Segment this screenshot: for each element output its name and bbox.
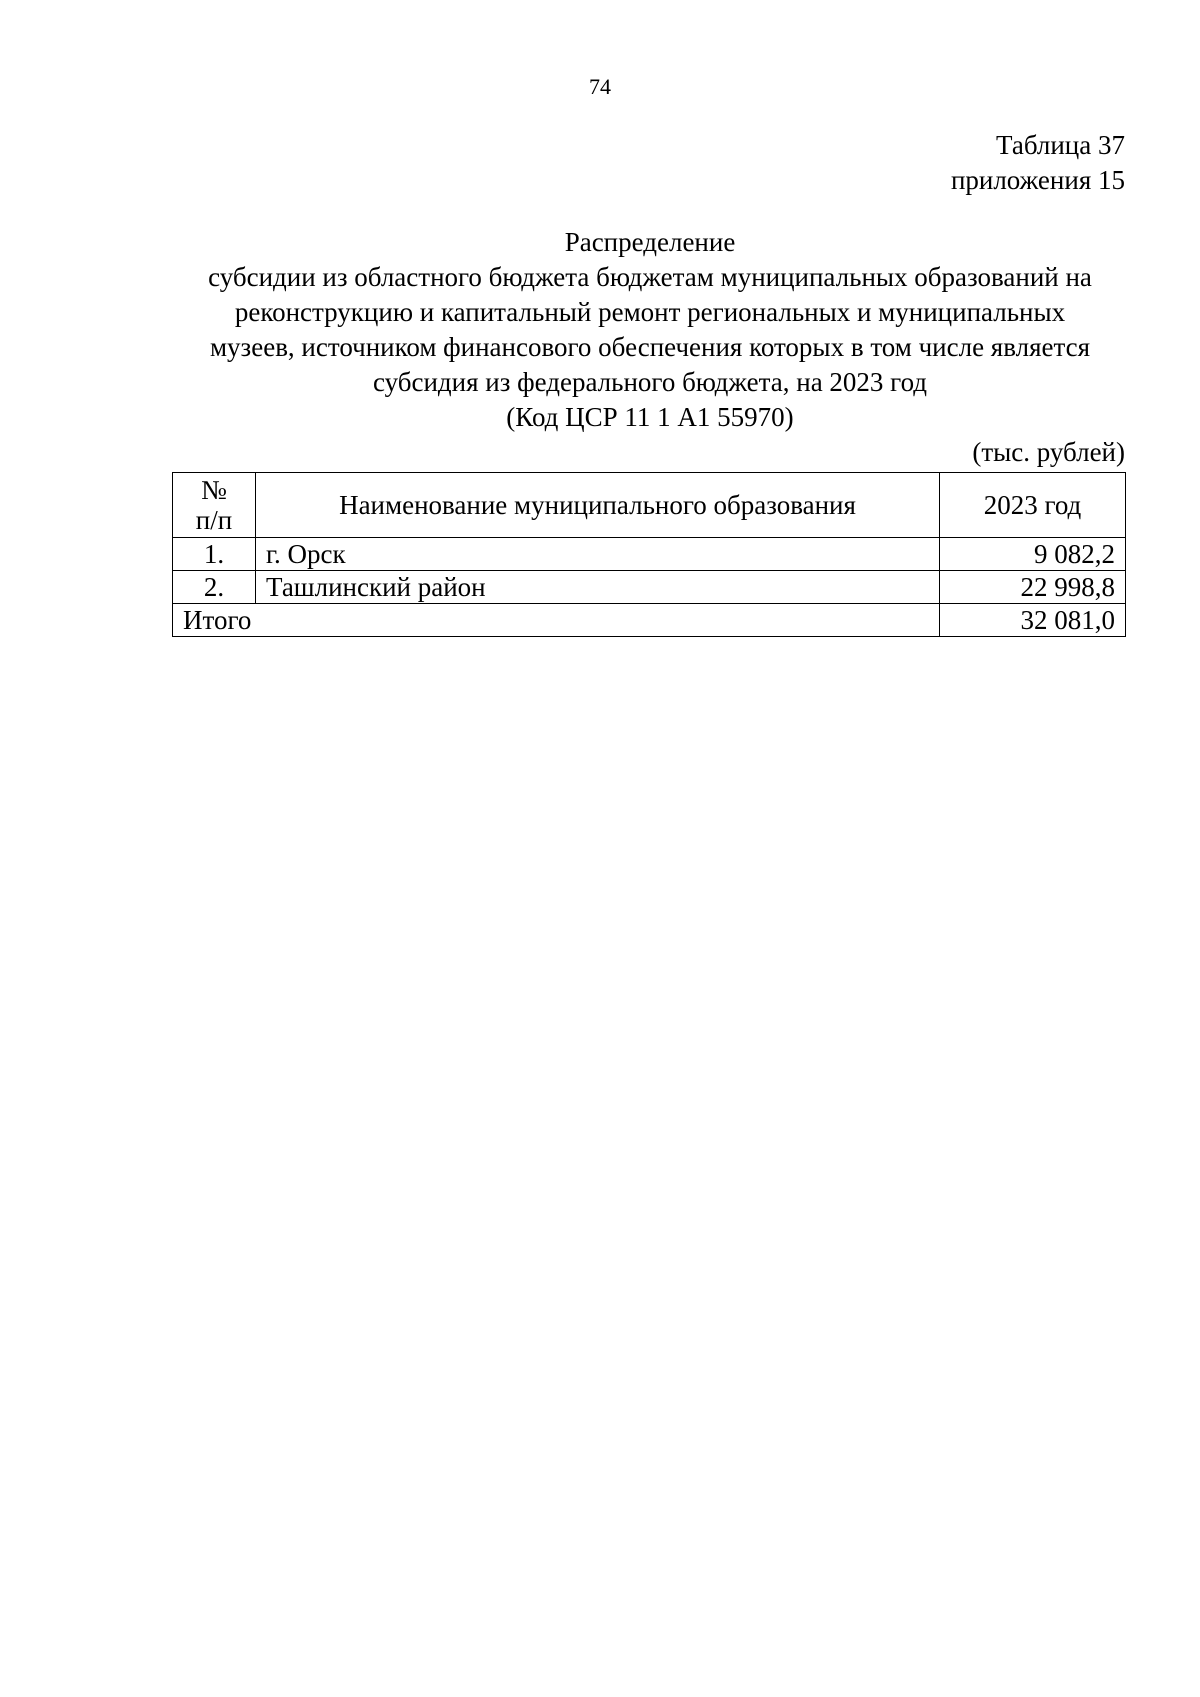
table-row (173, 538, 1126, 571)
header-number (173, 473, 256, 538)
title-line-4: музеев, источником финансового обеспечения которых в том числе является (209, 332, 1091, 362)
header-name: Наименование муниципального образования (256, 473, 940, 538)
title-line-3: реконструкцию и капитальный ремонт региональных и муниципальных (234, 297, 1066, 327)
row-name: г. Орск (256, 538, 940, 571)
total-row (173, 604, 1126, 637)
row-value: 22 998,8 (940, 571, 1126, 604)
row-value: 9 082,2 (940, 538, 1126, 571)
title-line-2: субсидии из областного бюджета бюджетам муниципальных образований на (208, 262, 1092, 292)
header-year: 2023 год (940, 473, 1126, 538)
table-ref-line-1: Таблица 37 (996, 130, 1125, 160)
row-number: 2. (173, 571, 256, 604)
total-label: Итого (173, 604, 940, 637)
table-ref-line-2: приложения 15 (950, 165, 1125, 195)
total-value: 32 081,0 (940, 604, 1126, 637)
row-name: Ташлинский район (256, 571, 940, 604)
table-reference (951, 128, 1125, 198)
title-line-6: (Код ЦСР 11 1 А1 55970) (506, 402, 794, 432)
row-number: 1. (173, 538, 256, 571)
table-row (173, 571, 1126, 604)
units-label: (тыс. рублей) (972, 437, 1125, 467)
header-number-line-1: № (201, 475, 227, 505)
title-line-5: субсидия из федерального бюджета, на 2023 год (372, 367, 928, 397)
document-title (175, 225, 1125, 435)
subsidy-table (172, 472, 1126, 637)
table-header-row (173, 473, 1126, 538)
header-number-line-2: п/п (195, 505, 233, 535)
title-line-1: Распределение (564, 227, 736, 257)
page-number: 74 (589, 74, 611, 99)
